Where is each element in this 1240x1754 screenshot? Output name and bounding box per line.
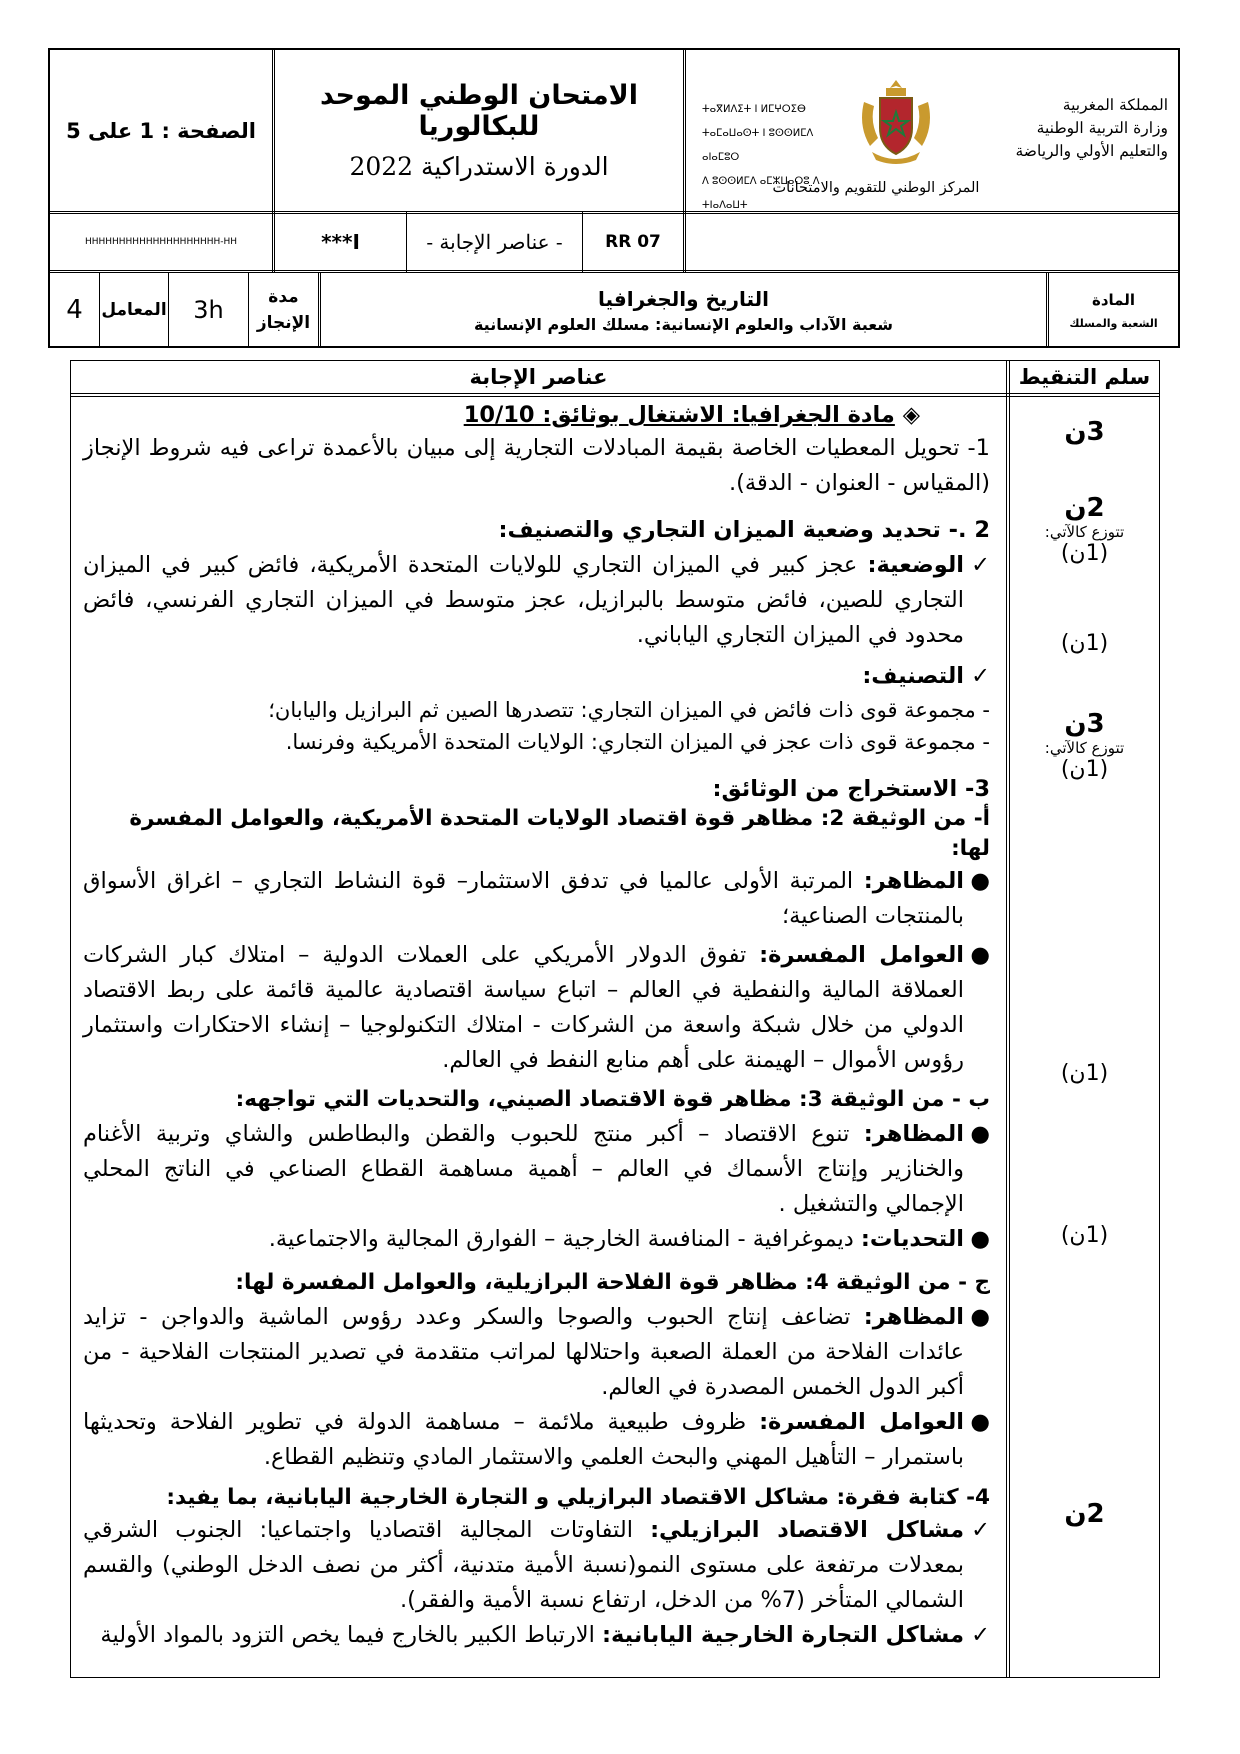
check-icon: ✓ [971,1622,990,1648]
q3b-title: ب - من الوثيقة 3: مظاهر قوة الاقتصاد الصيني، والتحديات التي تواجهه: [235,1087,990,1112]
score-q3-value: 3ن [1064,709,1105,739]
q3b-challenges-label: التحديات: [860,1226,964,1252]
score-q2 [1010,493,1159,566]
score-q1-value: 3ن [1064,417,1105,447]
score-q2-value: 2ن [1064,493,1105,523]
q3b-aspects-item [83,1117,990,1222]
q3c-aspects-text: تضاعف إنتاج الحبوب والصوجا والسكر وعدد رؤوس الماشية والدواجن - تزايد عائدات الفلاحة من العملة الصعبة واحتلالها لمراتب متقدمة في تصدير المنتجات الفلاحية - من أكبر الدول الخمس المصدرة في العالم. [83,1304,964,1400]
score-q3-distribution: تتوزع كالآتي: [1044,739,1125,757]
ministry-line: المملكة المغربية [1062,96,1168,114]
bullet-dot-icon: ● [970,1121,990,1147]
q3b-challenges-item [83,1222,990,1257]
q2-status-item [83,548,990,653]
q3b-aspects-text: تنوع الاقتصاد – أكبر منتج للحبوب والقطن والبطاطس والشاي وتربية الأغنام والخنازير وإنتاج الأسماك في العالم – أهمية مساهمة القطاع الصناعي في الناتج المحلي الإجمالي والتشغيل . [83,1121,964,1217]
branch-name: شعبة الآداب والعلوم الإنسانية: مسلك العلوم الإنسانية [473,314,894,334]
score-q3-part-b [1010,1061,1159,1086]
q3c-factors-text: ظروف طبيعية ملائمة – مساهمة الدولة في تطوير الفلاحة وتحديثها باستمرار – التأهيل المهني والبحث العلمي والاستثمار المادي وتنظيم القطاع. [83,1409,964,1470]
duration-value: 3h [193,296,224,324]
subject-name: التاريخ والجغرافيا [598,286,770,311]
q4-brazil-text: التفاوتات المجالية اقتصاديا واجتماعيا: الجنوب الشرقي بمعدلات مرتفعة على مستوى النمو(نسبة الأمية متدنية، أكثر من نصف الدخل الوطني) والقسم الشمالي المتأخر (7% من الدخل، ارتفاع نسبة الأمية والفقر). [83,1517,964,1613]
q3c-aspects-item [83,1300,990,1405]
ministry-block [686,50,1178,211]
q3a-factors-label: العوامل المفسرة: [759,942,964,968]
bullet-dot-icon: ● [970,1304,990,1330]
q3a-factors-item [83,938,990,1078]
exam-code: RR 07 [605,232,661,252]
scores-column [1010,397,1159,1677]
q4-japan-label: مشاكل التجارة الخارجية اليابانية: [602,1622,964,1648]
q2-class-item [83,659,990,694]
q4-japan-text: الارتباط الكبير بالخارج فيما يخص التزود بالمواد الأولية [100,1622,595,1648]
score-q2-part-a: (1ن) [1060,541,1109,566]
score-q4-value: 2ن [1064,1499,1105,1529]
tifinagh-line: ⵜⴰⴳⵍⴷⵉⵜ ⵏ ⵍⵎⵖⵔⵉⴱ [702,104,806,115]
scores-column-header: سلم التنقيط [1018,365,1151,389]
check-icon: ✓ [971,1517,990,1543]
answers-column-header: عناصر الإجابة [469,365,608,389]
hash-code: HHHHHHHHHHHHHHHHHHHH-HH [84,237,238,247]
q3a-aspects-text: المرتبة الأولى عالميا في تدفق الاستثمار– قوة النشاط التجاري – اغراق الأسواق بالمنتجات الصناعية؛ [83,868,964,929]
score-q4 [1010,1499,1159,1529]
exam-session: الدورة الاستدراكية 2022 [349,152,609,181]
branch-label: الشعبة والمسلك [1069,316,1158,330]
coefficient-label: المعامل [101,300,167,320]
center-name: المركز الوطني للتقويم والامتحانات [772,180,980,196]
ministry-line: والتعليم الأولي والرياضة [1015,142,1168,160]
score-q3 [1010,709,1159,782]
bullet-dot-icon: ● [970,1409,990,1435]
score-q3-part-c-value: (1ن) [1060,1223,1109,1248]
bullet-dot-icon: ● [970,1226,990,1252]
q3a-aspects-label: المظاهر: [863,868,964,894]
q4-brazil-item [83,1513,990,1618]
q3b-challenges-text: ديموغرافية - المنافسة الخارجية – الفوارق المجالية والاجتماعية. [268,1226,854,1252]
q3a-factors-text: تفوق الدولار الأمريكي على العملات الدولية – امتلاك كبار الشركات العملاقة المالية والنفطية في العالم – اتباع سياسة اقتصادية عالمية قائمة على ربط الاقتصاد الدولي من خلال شبكة واسعة من الشركات - امتلاك التكنولوجيا – إنشاء الاحتكارات واستثمار رؤوس الأموال – الهيمنة على أهم منابع النفط في العالم. [83,942,964,1073]
exam-title: الامتحان الوطني الموحد للبكالوريا [319,80,639,142]
q2-status-label: الوضعية: [867,552,964,578]
question-2-title: 2 .- تحديد وضعية الميزان التجاري والتصنيف: [498,517,990,543]
section-title-text: مادة الجغرافيا: الاشتغال بوثائق: 10/10 [463,402,895,428]
q2-class-a: - مجموعة قوى ذات فائض في الميزان التجاري: تتصدرها الصين ثم البرازيل واليابان؛ [268,698,990,722]
q3b-aspects-label: المظاهر: [863,1121,964,1147]
q3a-title: أ- من الوثيقة 2: مظاهر قوة اقتصاد الولايات المتحدة الأمريكية، والعوامل المفسرة لها: [129,806,990,861]
moroccan-emblem-icon [856,76,936,166]
ministry-line: وزارة التربية الوطنية [1036,119,1168,137]
question-4-title: 4- كتابة فقرة: مشاكل الاقتصاد البرازيلي و التجارة الخارجية اليابانية، بما يفيد: [166,1485,990,1510]
doc-type-label: - عناصر الإجابة - [426,230,563,254]
q3c-title: ج - من الوثيقة 4: مظاهر قوة الفلاحة البرازيلية، والعوامل المفسرة لها: [235,1270,990,1295]
ministry-text [928,94,1168,163]
diamond-bullet-icon: ◈ [894,402,920,428]
score-q1 [1010,417,1159,447]
tifinagh-line: ⴷ ⵓⵙⵙⵍⵎⴷ ⴰⵎⵣⵡⴰⵔⵓ ⴷ ⵜⵏⴰⴷⴰⵡⵜ [702,176,820,211]
score-q2-distribution: تتوزع كالآتي: [1044,523,1125,541]
score-q3-part-c [1010,1223,1159,1248]
geography-section-title [83,399,990,431]
check-icon: ✓ [971,552,990,578]
bullet-dot-icon: ● [970,868,990,894]
q2-class-b: - مجموعة قوى ذات عجز في الميزان التجاري: الولايات المتحدة الأمريكية وفرنسا. [285,730,990,754]
question-1: 1- تحويل المعطيات الخاصة بقيمة المبادلات التجارية إلى مبيان بالأعمدة تراعى فيه شروط الإنجاز (المقياس - العنوان - الدقة). [83,435,990,496]
q2-class-label: التصنيف: [862,663,964,689]
paper-marker: ***I [321,230,360,254]
answers-column [71,397,1006,1677]
subject-label: المادة [1092,290,1136,309]
page-number-label: الصفحة : 1 على 5 [66,118,256,143]
bullet-dot-icon: ● [970,942,990,968]
tifinagh-line: ⵜⴰⵎⴰⵡⴰⵙⵜ ⵏ ⵓⵙⵙⵍⵎⴷ ⴰⵏⴰⵎⵓⵔ [702,128,814,163]
coefficient-value: 4 [66,295,83,325]
q4-japan-item [83,1618,990,1653]
q3c-aspects-label: المظاهر: [863,1304,964,1330]
q3a-aspects-item [83,864,990,934]
q2-status-text: عجز كبير في الميزان التجاري للولايات المتحدة الأمريكية، فائض كبير في الميزان التجاري للصين، فائض متوسط بالبرازيل، عجز متوسط في الميزان التجاري الفرنسي، فائض محدود في الميزان التجاري الياباني. [83,552,964,648]
answer-table [70,360,1160,1678]
tifinagh-text [702,98,852,218]
score-q3-part-a: (1ن) [1060,757,1109,782]
duration-label: مدة الإنجاز [256,287,311,333]
header-frame [48,48,1180,348]
question-3-title: 3- الاستخراج من الوثائق: [712,776,990,802]
check-icon: ✓ [971,663,990,689]
q4-brazil-label: مشاكل الاقتصاد البرازيلي: [650,1517,965,1543]
exam-title-block [275,50,683,211]
q3c-factors-label: العوامل المفسرة: [759,1409,965,1435]
score-q2-part-b-value: (1ن) [1060,631,1109,656]
subject-block [321,273,1046,347]
q3c-factors-item [83,1405,990,1475]
score-q3-part-b-value: (1ن) [1060,1061,1109,1086]
subject-label-block [1049,273,1178,347]
score-q2-part-b [1010,631,1159,656]
